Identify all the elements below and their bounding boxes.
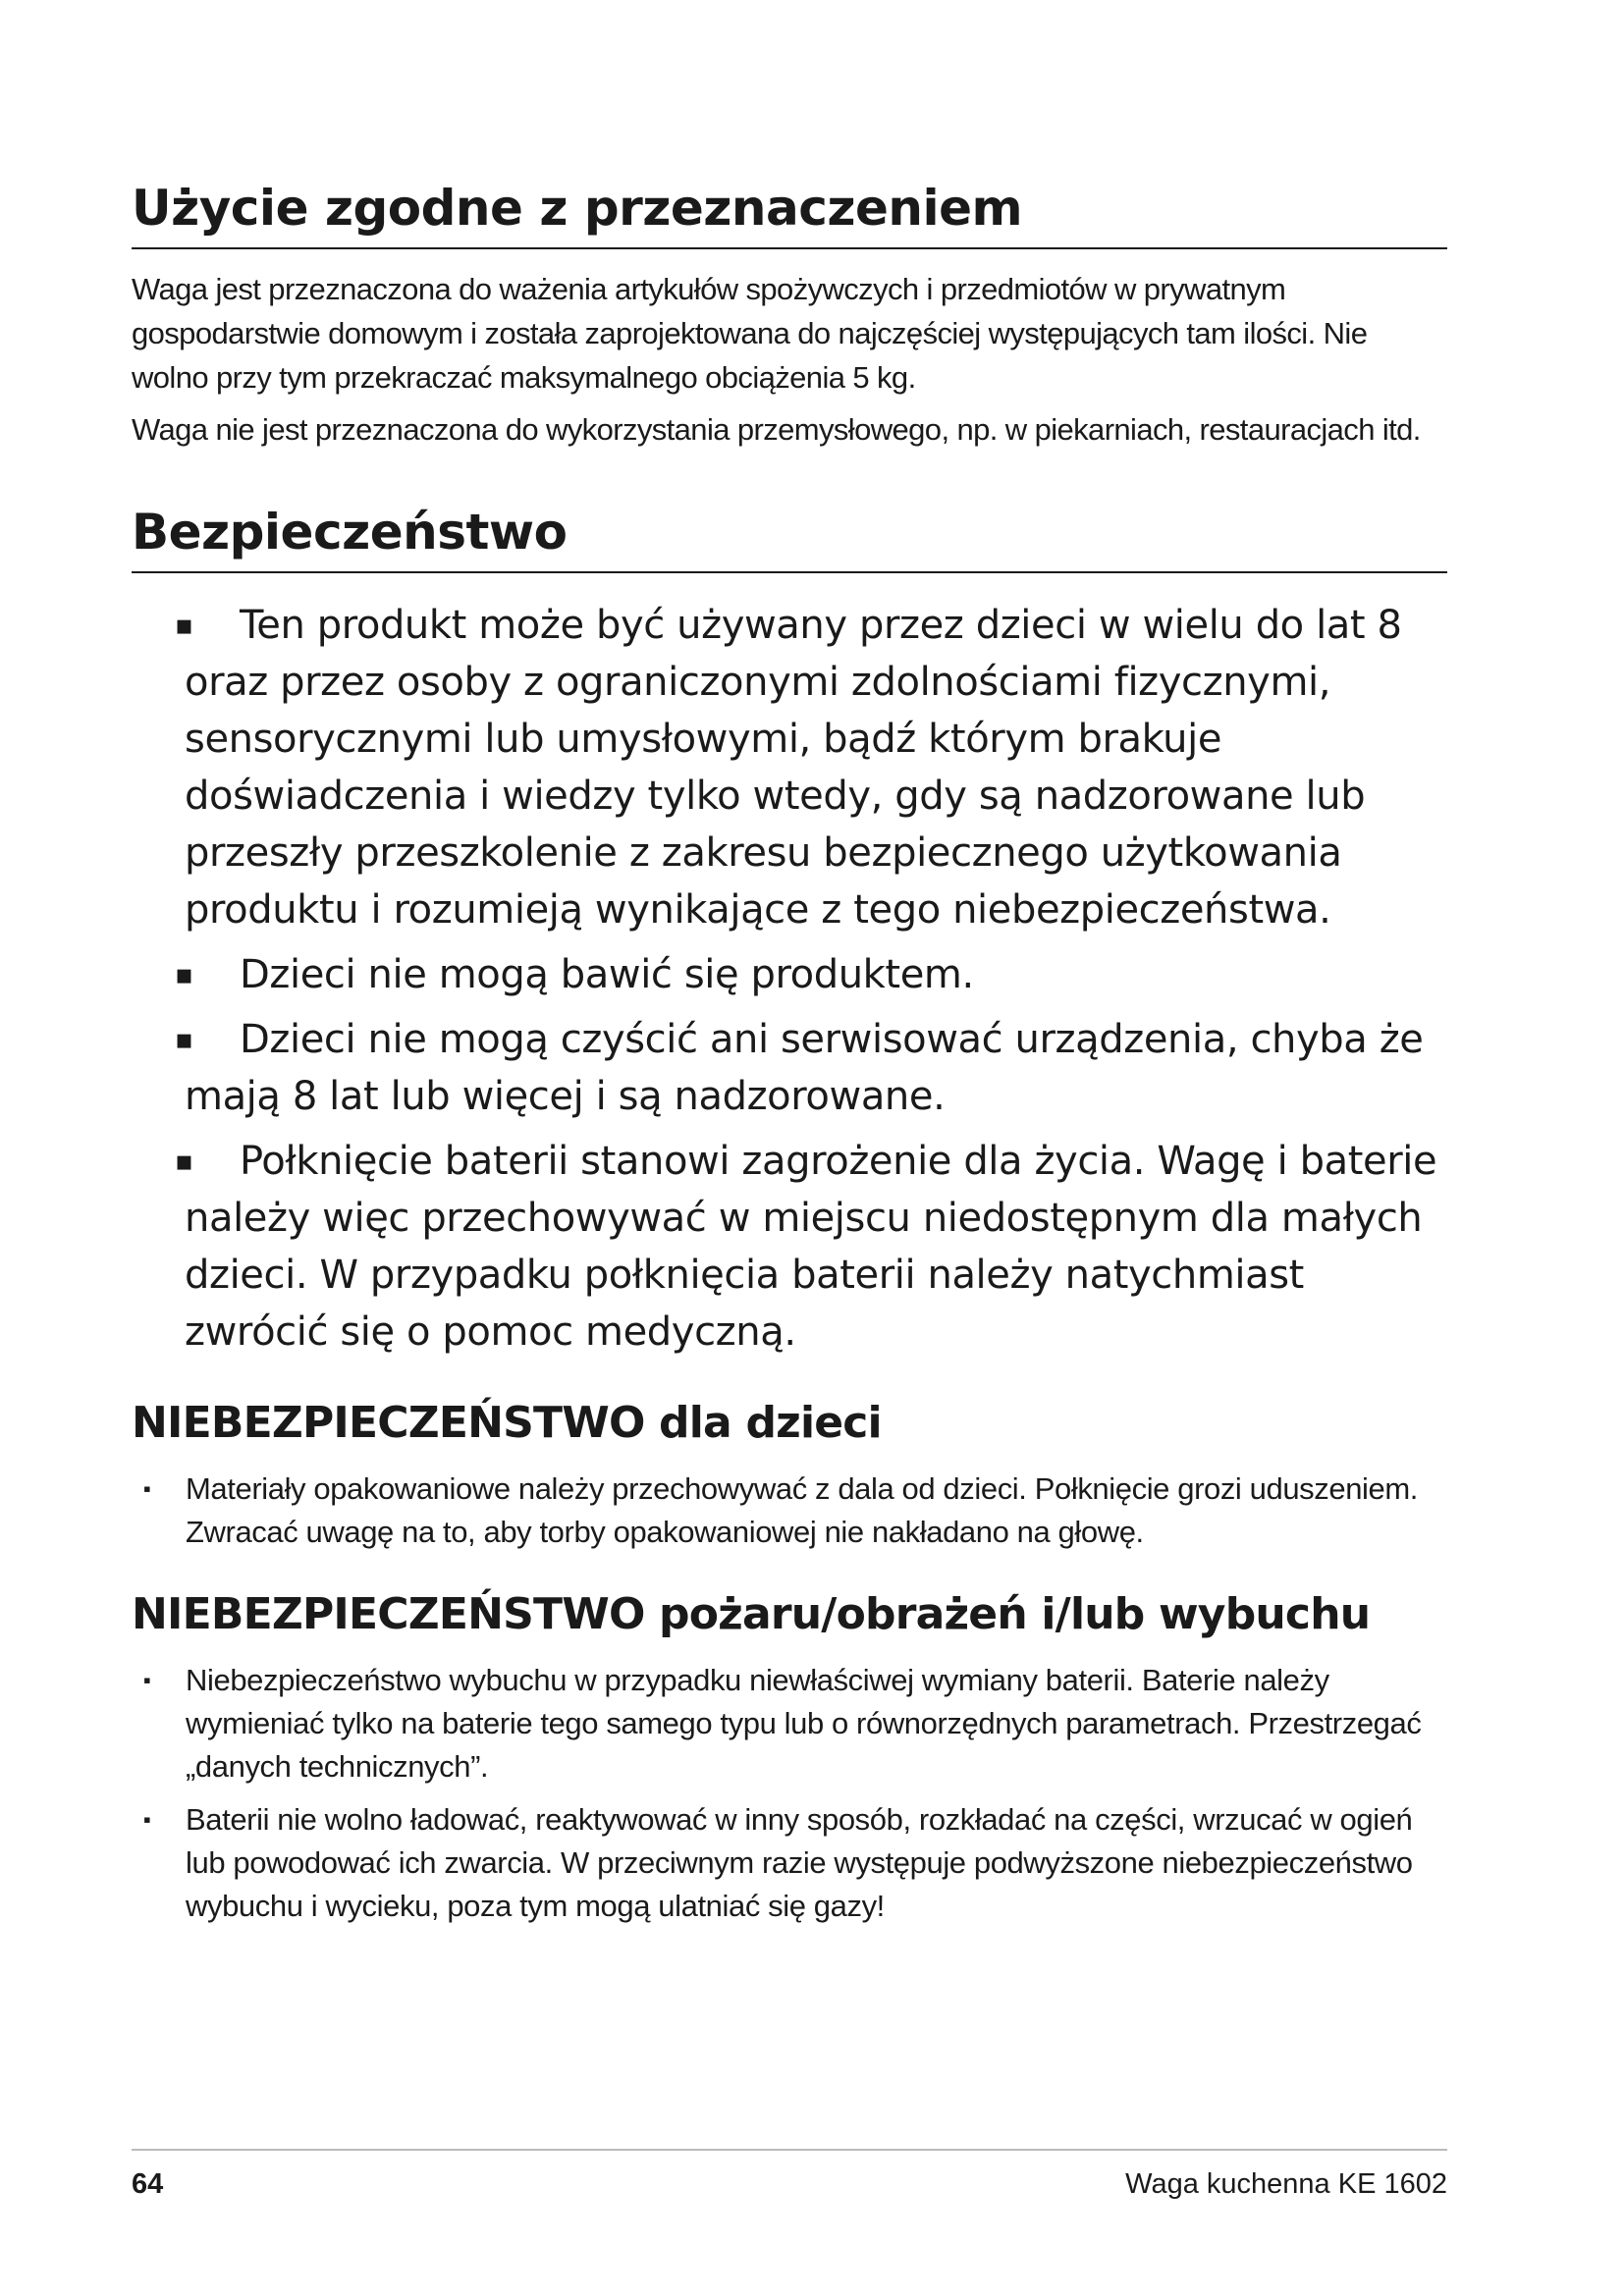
page-content <box>132 167 1447 1938</box>
bullet-icon: ▪ <box>143 1667 151 1692</box>
safety-item-text: Dzieci nie mogą czyścić ani serwisować urządzenia, chyba że mają 8 lat lub więcej i są nadzorowane. <box>185 1017 1424 1119</box>
bullet-icon: ▪ <box>175 958 193 990</box>
fire-danger-item-text: Baterii nie wolno ładować, reaktywować w inny sposób, rozkładać na części, wrzucać w ogień lub powodować ich zwarcia. W przeciwnym razie występuje podwyższone niebezpieczeństwo wybuchu i wycieku, poza tym mogą ulatniać się gazy! <box>186 1801 1413 1923</box>
children-danger-list <box>132 1468 1447 1554</box>
bullet-icon: ▪ <box>143 1806 151 1832</box>
intended-use-section <box>132 179 1447 452</box>
intended-use-paragraph: Waga nie jest przeznaczona do wykorzystania przemysłowego, np. w piekarniach, restauracjach itd. <box>132 412 1421 447</box>
safety-heading: Bezpieczeństwo <box>132 503 1447 573</box>
list-item <box>175 946 1447 1003</box>
list-item <box>132 1798 1447 1928</box>
children-danger-section <box>132 1398 1447 1554</box>
list-item <box>175 1133 1447 1361</box>
bullet-icon: ▪ <box>175 1145 193 1177</box>
list-item <box>132 1659 1447 1789</box>
bullet-icon: ▪ <box>175 609 193 641</box>
bullet-icon: ▪ <box>143 1475 151 1501</box>
page-number: 64 <box>132 2168 164 2200</box>
intended-use-paragraph: Waga jest przeznaczona do ważenia artykułów spożywczych i przedmiotów w prywatnym gospodarstwie domowym i została zaprojektowana do najczęściej występujących tam ilości. Nie wolno przy tym przekraczać maksymalnego obciążenia 5 kg. <box>132 272 1368 395</box>
children-danger-item-text: Materiały opakowaniowe należy przechowywać z dala od dzieci. Połknięcie grozi uduszeniem. Zwracać uwagę na to, aby torby opakowaniowej nie nakładano na głowę. <box>186 1470 1419 1549</box>
fire-danger-item-text: Niebezpieczeństwo wybuchu w przypadku niewłaściwej wymiany baterii. Baterie należy wymieniać tylko na baterie tego samego typu lub o równorzędnych parametrach. Przestrzegać „danych technicznych”. <box>186 1662 1422 1784</box>
bullet-icon: ▪ <box>175 1023 193 1055</box>
fire-danger-section <box>132 1589 1447 1928</box>
list-item <box>132 1468 1447 1554</box>
safety-list <box>132 597 1447 1361</box>
safety-section <box>132 503 1447 1361</box>
fire-danger-list <box>132 1659 1447 1928</box>
safety-item-text: Połknięcie baterii stanowi zagrożenie dla życia. Wagę i baterie należy więc przechowywać w miejscu niedostępnym dla małych dzieci. W przypadku połknięcia baterii należy natychmiast zwrócić się o pomoc medyczną. <box>185 1139 1437 1355</box>
footer-product-name: Waga kuchenna KE 1602 <box>1125 2168 1447 2200</box>
list-item <box>175 597 1447 938</box>
safety-item-text: Ten produkt może być używany przez dzieci w wielu do lat 8 oraz przez osoby z ograniczonymi zdolnościami fizycznymi, sensorycznymi lub umysłowymi, bądź którym brakuje doświadczenia i wiedzy tylko wtedy, gdy są nadzorowane lub przeszły przeszkolenie z zakresu bezpiecznego użytkowania produktu i rozumieją wynikające z tego niebezpieczeństwa. <box>185 603 1402 933</box>
fire-danger-heading: NIEBEZPIECZEŃSTWO pożaru/obrażeń i/lub wybuchu <box>132 1588 1371 1639</box>
children-danger-heading: NIEBEZPIECZEŃSTWO dla dzieci <box>132 1398 882 1448</box>
safety-item-text: Dzieci nie mogą bawić się produktem. <box>240 952 974 997</box>
intended-use-heading: Użycie zgodne z przeznaczeniem <box>132 179 1447 249</box>
list-item <box>175 1011 1447 1125</box>
page-footer <box>132 2149 1447 2201</box>
